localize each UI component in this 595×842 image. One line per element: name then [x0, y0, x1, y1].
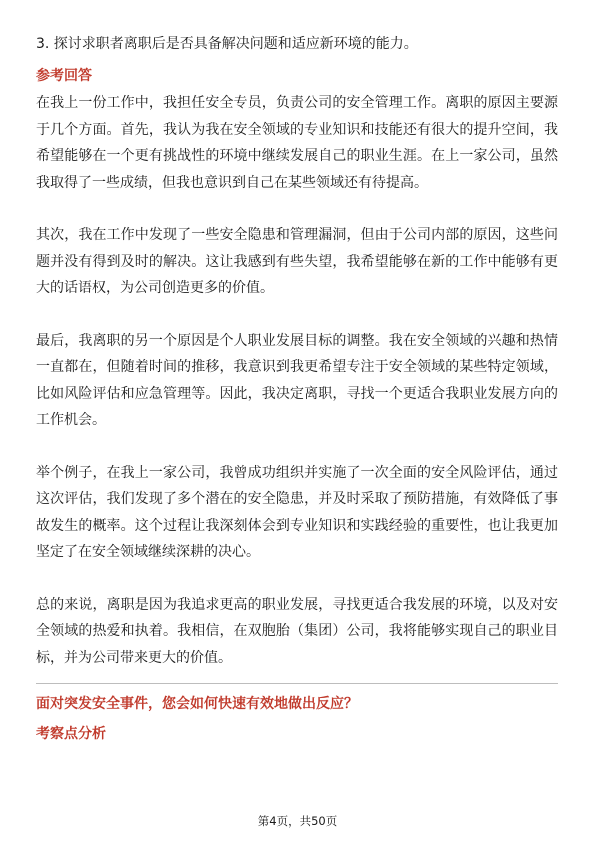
answer-paragraph-3: 最后，我离职的另一个原因是个人职业发展目标的调整。我在安全领域的兴趣和热情一直都在，但随着时间的推移，我意识到我更希望专注于安全领域的某些特定领域，比如风险评估和应急管理等。因此，我决定离职，寻找一个更适合我职业发展方向的工作机会。 [36, 332, 558, 428]
section-divider [36, 683, 558, 684]
page-footer: 第4页，共50页 [257, 814, 338, 828]
answer-paragraph-2: 其次，我在工作中发现了一些安全隐患和管理漏洞，但由于公司内部的原因，这些问题并没有得到及时的解决。这让我感到有些失望，我希望能够在新的工作中能够有更大的话语权，为公司创造更多的价值。 [36, 227, 558, 296]
answer-paragraph-5: 总的来说，离职是因为我追求更高的职业发展，寻找更适合我发展的环境，以及对安全领域的热爱和执着。我相信，在双胞胎（集团）公司，我将能够实现自己的职业目标，并为公司带来更大的价值。 [36, 596, 558, 666]
next-question-heading: 面对突发安全事件，您会如何快速有效地做出反应？ [36, 696, 358, 712]
question-item: 3. 探讨求职者离职后是否具备解决问题和适应新环境的能力。 [36, 36, 418, 52]
answer-label: 参考回答 [36, 68, 92, 84]
analysis-label: 考察点分析 [36, 726, 106, 742]
answer-paragraph-4: 举个例子，在我上一家公司，我曾成功组织并实施了一次全面的安全风险评估，通过这次评估，我们发现了多个潜在的安全隐患，并及时采取了预防措施，有效降低了事故发生的概率。这个过程让我深刻体会到专业知识和实践经验的重要性，也让我更加坚定了在安全领域继续深耕的决心。 [36, 464, 558, 560]
document-page [36, 33, 558, 745]
answer-paragraph-1: 在我上一份工作中，我担任安全专员，负责公司的安全管理工作。离职的原因主要源于几个方面。首先，我认为我在安全领域的专业知识和技能还有很大的提升空间，我希望能够在一个更有挑战性的环境中继续发展自己的职业生涯。在上一家公司，虽然我取得了一些成绩，但我也意识到自己在某些领域还有待提高。 [36, 95, 558, 191]
